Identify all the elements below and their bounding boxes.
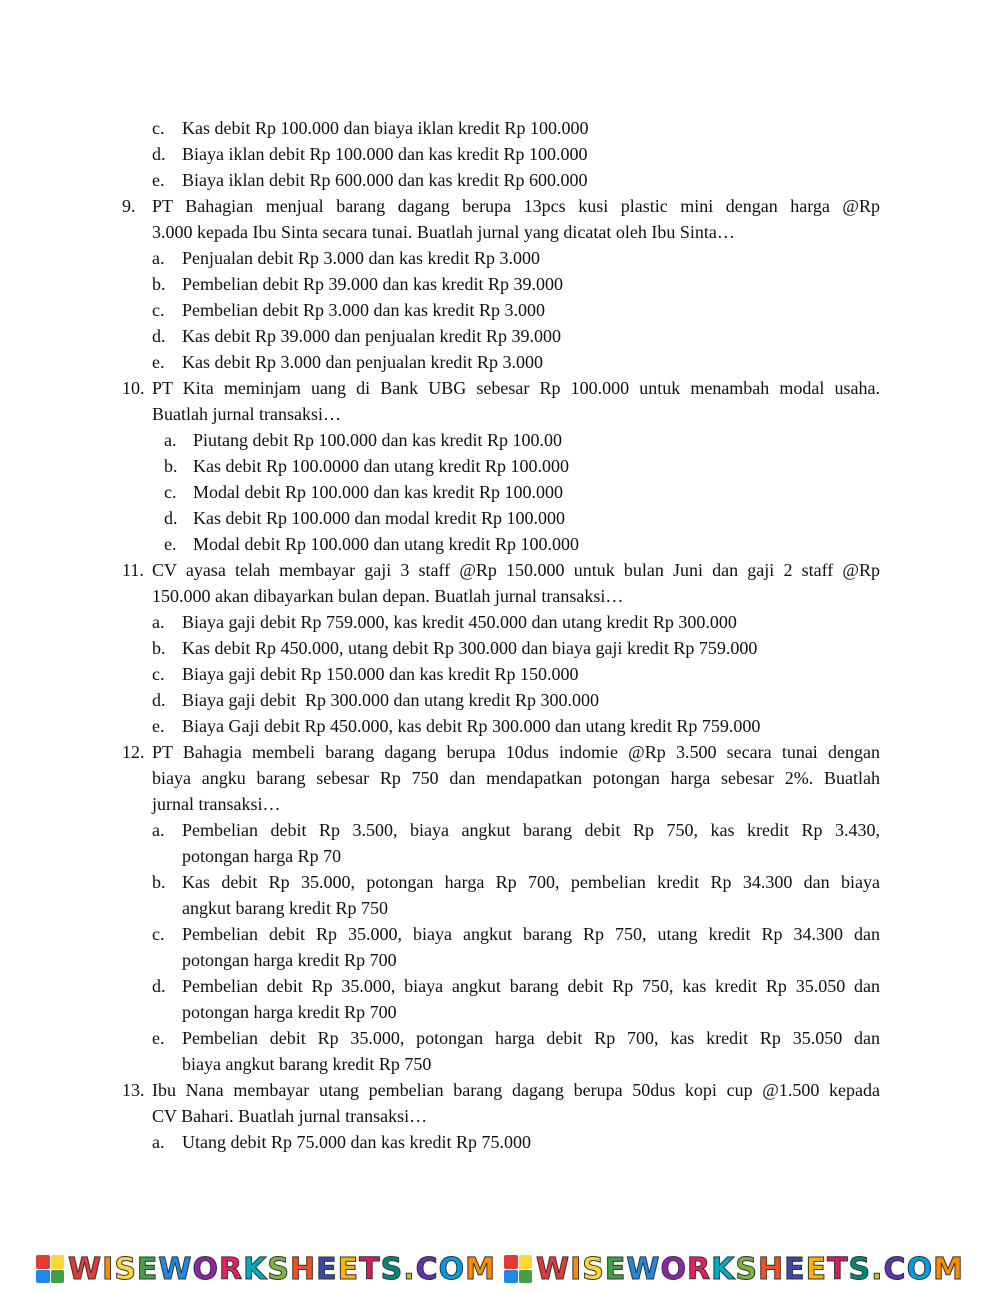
watermark-letter: S [848, 1251, 872, 1287]
watermark-letter: T [827, 1251, 849, 1287]
watermark-letter: E [136, 1251, 159, 1287]
watermark-letter: R [219, 1251, 244, 1287]
watermark-text [68, 1252, 496, 1287]
watermark-letter: K [711, 1251, 736, 1287]
watermark-letter: E [805, 1251, 828, 1287]
watermark-letter: H [290, 1251, 317, 1287]
watermark-letter: W [536, 1251, 571, 1287]
watermark-letter: K [243, 1251, 268, 1287]
watermark-letter: M [933, 1251, 964, 1287]
watermark-letter: T [359, 1251, 381, 1287]
watermark-letter: S [735, 1251, 758, 1287]
watermark-footer [0, 1250, 1000, 1288]
watermark-letter: H [757, 1251, 785, 1287]
watermark-letter: I [102, 1251, 115, 1287]
watermark-brand [504, 1252, 964, 1287]
watermark-letter: O [438, 1251, 466, 1287]
watermark-letter: S [380, 1251, 404, 1287]
watermark-letter: . [403, 1251, 416, 1287]
watermark-letter: E [337, 1251, 360, 1287]
ws-logo-icon [36, 1255, 64, 1283]
watermark-text [536, 1252, 964, 1287]
watermark-letter: . [871, 1251, 884, 1287]
watermark-letter: E [316, 1251, 338, 1287]
watermark-letter: O [192, 1251, 220, 1287]
watermark-letter: C [883, 1251, 907, 1287]
watermark-letter: W [158, 1251, 193, 1287]
ws-logo-icon [504, 1255, 532, 1283]
watermark-letter: E [784, 1251, 806, 1287]
watermark-letter: R [686, 1251, 712, 1287]
watermark-letter: O [660, 1251, 687, 1287]
watermark-letter: S [114, 1251, 137, 1287]
watermark-letter: S [267, 1251, 290, 1287]
watermark-letter: S [582, 1251, 605, 1287]
watermark-brand [36, 1252, 496, 1287]
watermark-letter: W [68, 1251, 103, 1287]
watermark-letter: W [626, 1251, 661, 1287]
watermark-letter: M [465, 1251, 496, 1287]
watermark-letter: O [906, 1251, 934, 1287]
watermark-letter: C [415, 1251, 439, 1287]
watermark-letter: I [570, 1251, 583, 1287]
watermark-letter: E [604, 1251, 627, 1287]
